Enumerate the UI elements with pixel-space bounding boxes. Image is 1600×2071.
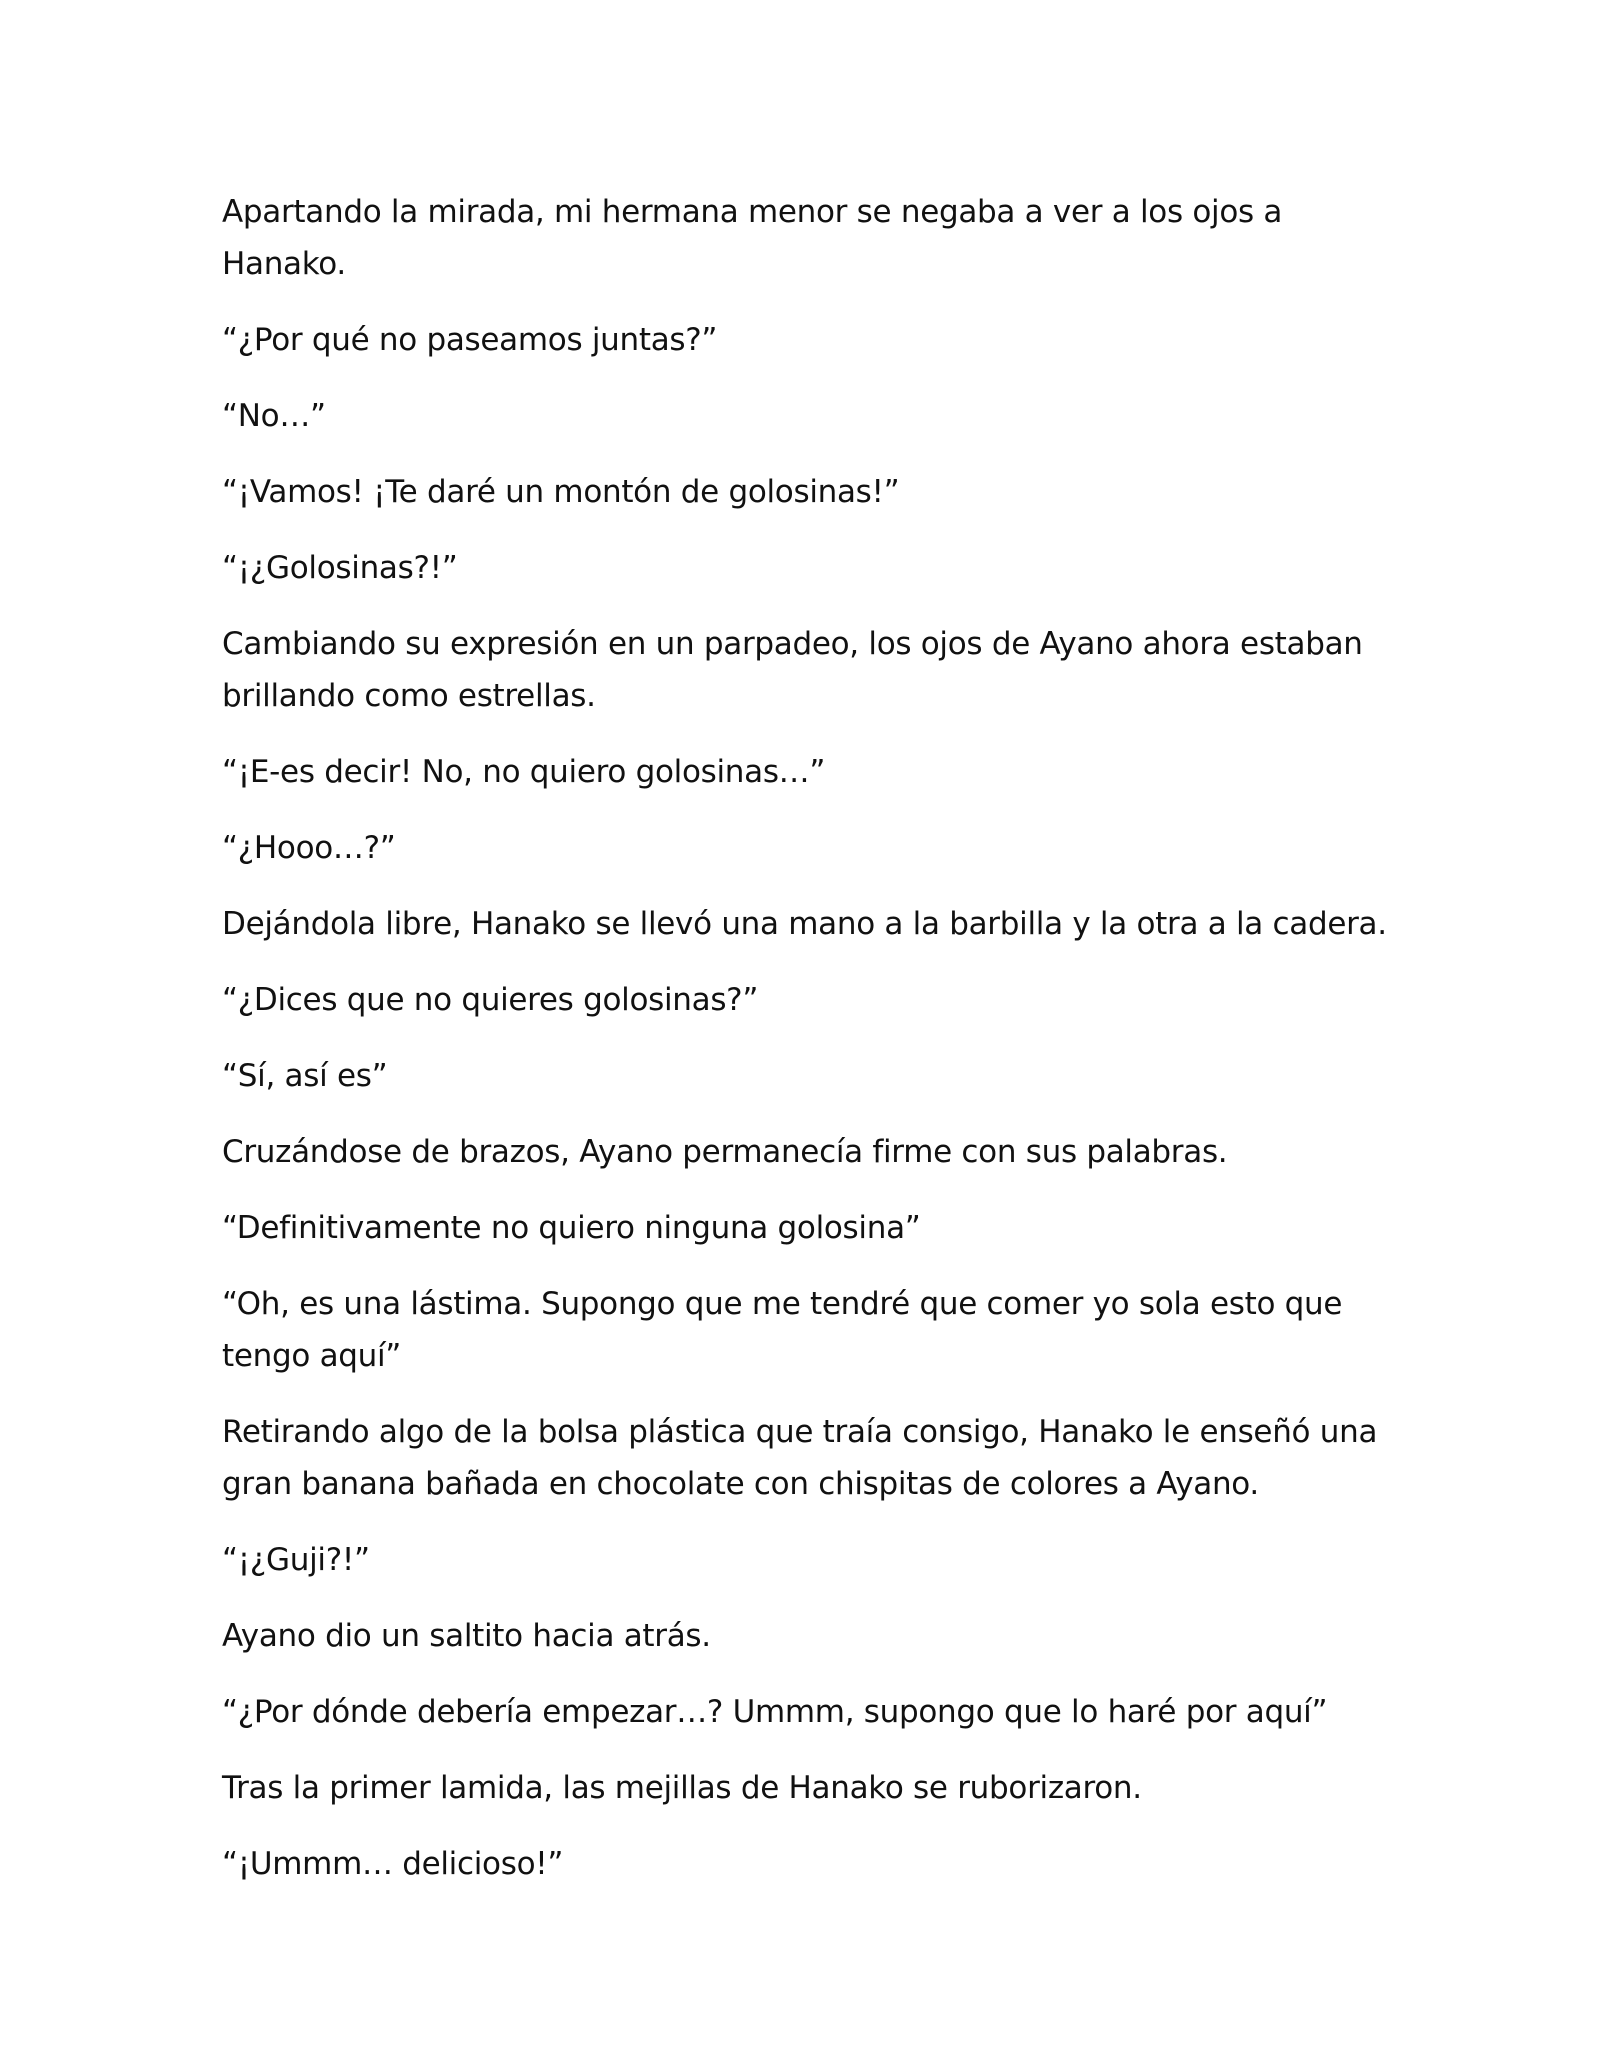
paragraph: “Definitivamente no quiero ninguna golosina” [222,1210,921,1246]
paragraph: “¡E-es decir! No, no quiero golosinas…” [222,754,826,790]
paragraph: Ayano dio un saltito hacia atrás. [222,1618,711,1654]
paragraph: Dejándola libre, Hanako se llevó una mano a la barbilla y la otra a la cadera. [222,906,1387,942]
paragraph: Tras la primer lamida, las mejillas de Hanako se ruborizaron. [222,1770,1142,1806]
paragraph: Cruzándose de brazos, Ayano permanecía firme con sus palabras. [222,1134,1228,1170]
paragraph: “¿Hooo…?” [222,830,396,866]
document-body [222,186,1402,1914]
paragraph: Retirando algo de la bolsa plástica que traía consigo, Hanako le enseñó una gran banana bañada en chocolate con chispitas de colores a Ayano. [222,1414,1378,1502]
paragraph: “¡Ummm… delicioso!” [222,1846,564,1882]
paragraph: “¿Por dónde debería empezar…? Ummm, supongo que lo haré por aquí” [222,1694,1328,1730]
paragraph: “¿Dices que no quieres golosinas?” [222,982,759,1018]
paragraph: “Sí, así es” [222,1058,388,1094]
paragraph: “¡¿Golosinas?!” [222,550,458,586]
paragraph: “¿Por qué no paseamos juntas?” [222,322,718,358]
paragraph: “¡¿Guji?!” [222,1542,370,1578]
paragraph: Cambiando su expresión en un parpadeo, los ojos de Ayano ahora estaban brillando como estrellas. [222,626,1363,714]
paragraph: Apartando la mirada, mi hermana menor se negaba a ver a los ojos a Hanako. [222,194,1283,282]
paragraph: “¡Vamos! ¡Te daré un montón de golosinas!” [222,474,900,510]
paragraph: “Oh, es una lástima. Supongo que me tendré que comer yo sola esto que tengo aquí” [222,1286,1343,1374]
paragraph: “No…” [222,398,326,434]
